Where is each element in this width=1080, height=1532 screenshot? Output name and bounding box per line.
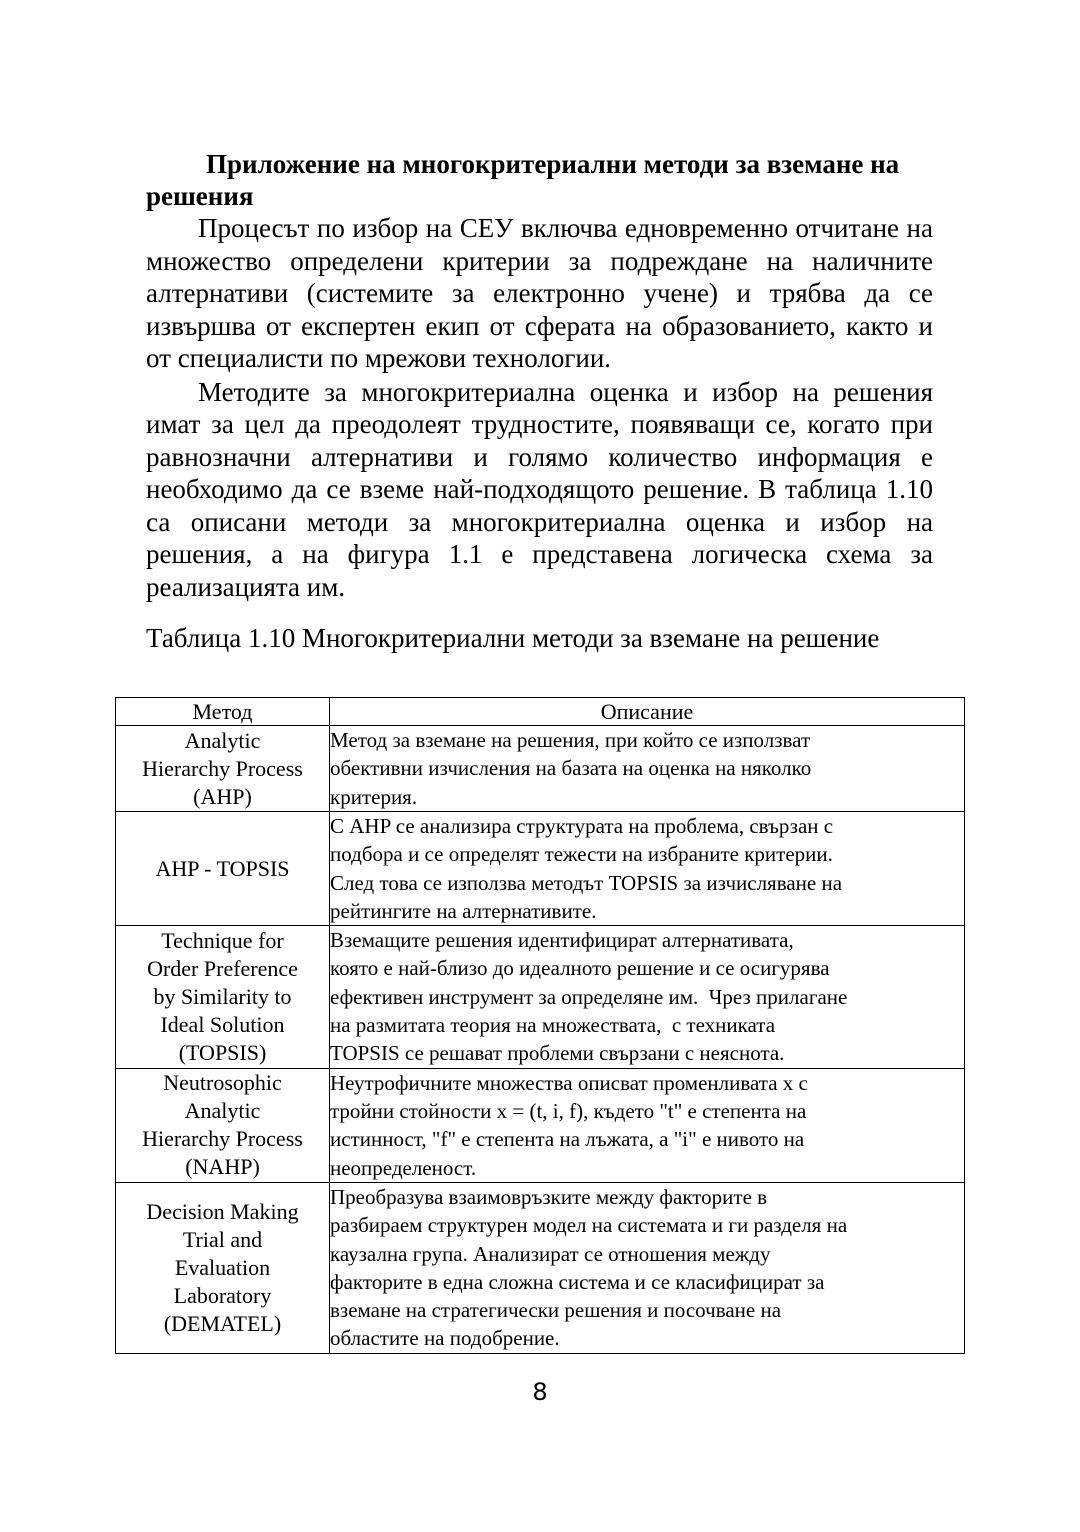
method-cell: Decision Making Trial and Evaluation Laboratory (DEMATEL) <box>116 1182 330 1353</box>
description-cell: С AHP се анализира структурата на проблема, свързан с подбора и се определят тежести на избраните критерии. След това се използва методът TOPSIS за изчисляване на рейтингите на алтернативите. <box>330 812 965 926</box>
methods-table <box>115 697 965 1354</box>
page-body <box>146 148 933 654</box>
method-cell: Analytic Hierarchy Process (AHP) <box>116 726 330 812</box>
table-row <box>116 926 965 1068</box>
table-row <box>116 812 965 926</box>
table-row <box>116 1068 965 1182</box>
paragraph-1: Процесът по избор на СЕУ включва едновременно отчитане на множество определени критерии за подреждане на наличните алтернативи (системите за електронно учене) и трябва да се извършва от експертен екип от сферата на образованието, както и от специалисти по мрежови технологии. <box>146 213 933 373</box>
description-cell: Вземащите решения идентифицират алтернативата, която е най-близо до идеалното решение и се осигурява ефективен инструмент за определяне им. Чрез прилагане на размитата теория на множествата, с техниката TOPSIS се решават проблеми свързани с неяснота. <box>330 926 965 1068</box>
header-description: Описание <box>330 698 965 726</box>
method-cell: Technique for Order Preference by Similarity to Ideal Solution (TOPSIS) <box>116 926 330 1068</box>
table-caption: Таблица 1.10 Многокритериални методи за вземане на решение <box>146 623 880 653</box>
method-cell: Neutrosophic Analytic Hierarchy Process (NAHP) <box>116 1068 330 1182</box>
paragraph-2: Методите за многокритериална оценка и избор на решения имат за цел да преодолеят трудностите, появяващи се, когато при равнозначни алтернативи и голямо количество информация е необходимо да се вземе най-подходящото решение. В таблица 1.10 са описани методи за многокритериална оценка и избор на решения, а на фигура 1.1 е представена логическа схема за реализацията им. <box>146 376 933 602</box>
description-cell: Преобразува взаимовръзките между факторите в разбираем структурен модел на системата и ги разделя на каузална група. Анализират се отношения между факторите в една сложна система и се класифицират за вземане на стратегически решения и посочване на областите на подобрение. <box>330 1182 965 1353</box>
description-cell: Метод за вземане на решения, при който се използват обективни изчисления на базата на оценка на няколко критерия. <box>330 726 965 812</box>
table-row <box>116 726 965 812</box>
header-method: Метод <box>116 698 330 726</box>
table-row <box>116 1182 965 1353</box>
section-heading: Приложение на многокритериални методи за вземане на решения <box>146 149 900 211</box>
page-number: 8 <box>532 1378 548 1406</box>
table-header-row <box>116 698 965 726</box>
description-cell: Неутрофичните множества описват променливата x с тройни стойности x = (t, i, f), където "t" е степента на истинност, "f" е степента на лъжата, а "i" е нивото на неопределеност. <box>330 1068 965 1182</box>
method-cell: AHP - TOPSIS <box>116 812 330 926</box>
